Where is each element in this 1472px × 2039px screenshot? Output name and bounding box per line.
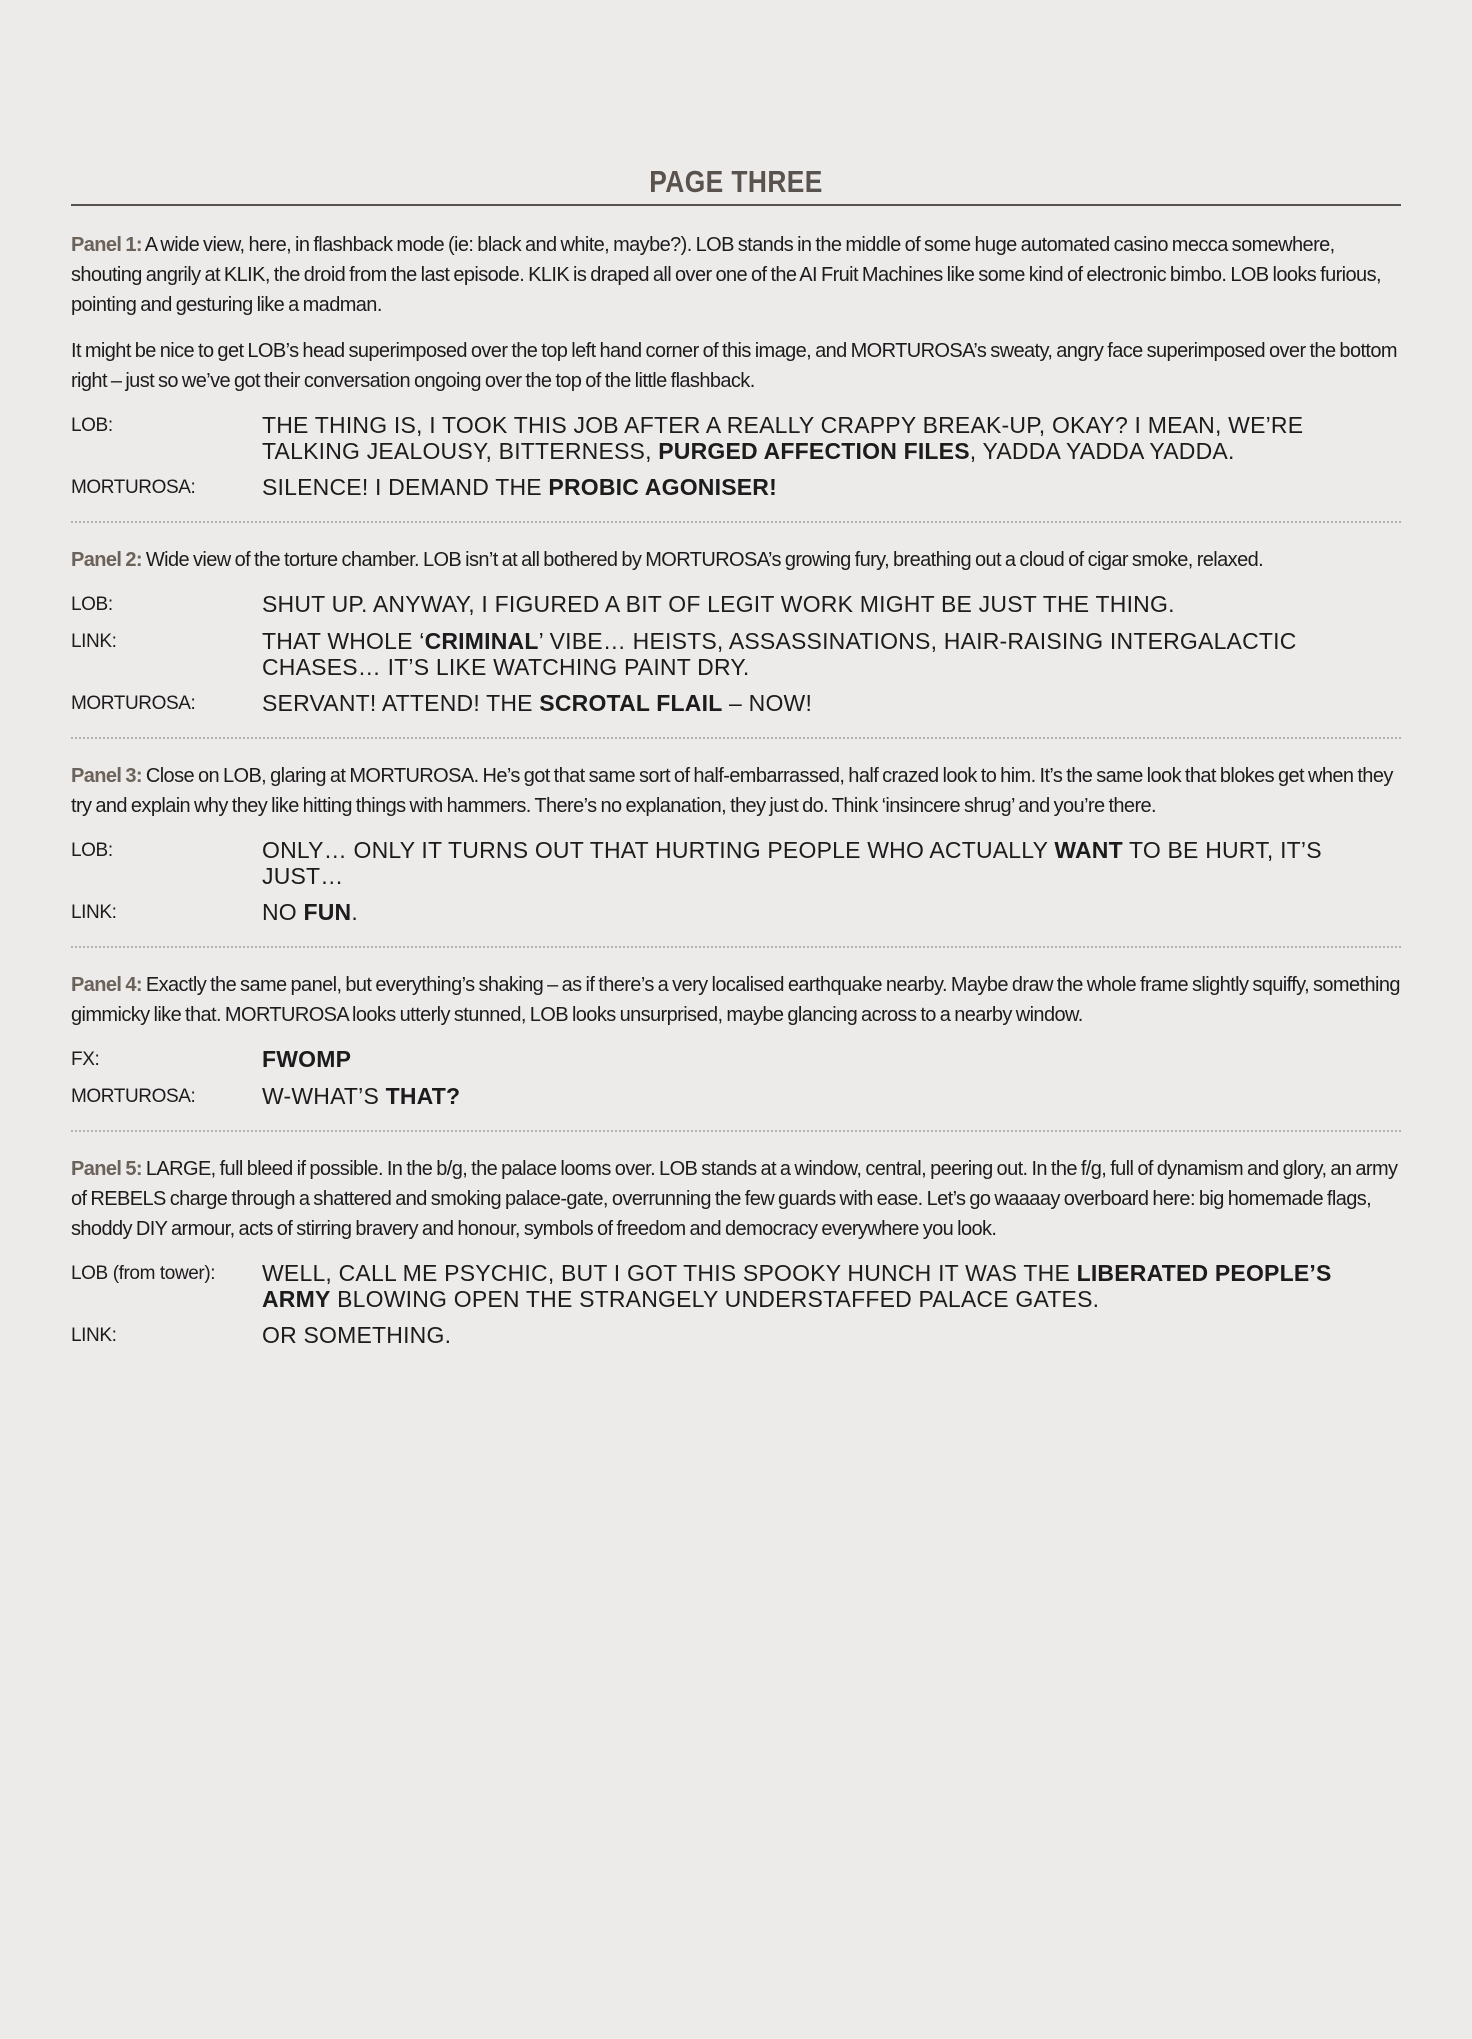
dialogue-line (71, 1083, 1401, 1110)
dialogue-text: FWOMP (262, 1046, 352, 1072)
dialogue-text: THE THING IS, I TOOK THIS JOB AFTER A REALLY CRAPPY BREAK-UP, OKAY? I MEAN, WE’RE TALKING JEALOUSY, BITTERNESS, PURGED AFFECTION FILES, YADDA YADDA YADDA. (262, 412, 1304, 464)
speaker: LINK: (71, 902, 117, 923)
dialogue-line (71, 1046, 1401, 1073)
panel-divider (71, 521, 1401, 523)
speaker: LINK: (71, 1325, 117, 1346)
panel-5 (71, 1154, 1401, 1349)
speaker: FX: (71, 1049, 100, 1070)
speaker: LOB (from tower): (71, 1263, 216, 1284)
dialogue-text: WELL, CALL ME PSYCHIC, BUT I GOT THIS SPOOKY HUNCH IT WAS THE LIBERATED PEOPLE’S ARMY BLOWING OPEN THE STRANGELY UNDERSTAFFED PALACE GATES. (262, 1260, 1332, 1312)
panel-note: It might be nice to get LOB’s head superimposed over the top left hand corner of this image, and MORTUROSA’s sweaty, angry face superimposed over the bottom right – just so we’ve got their conversation ongoing over the top of the little flashback. (71, 340, 1397, 392)
panel-description (71, 761, 1401, 821)
panel-label: Panel 1: (71, 234, 142, 256)
panel-1 (71, 230, 1401, 501)
panel-label: Panel 2: (71, 549, 142, 571)
dialogue-line (71, 628, 1401, 680)
dialogue-text: SILENCE! I DEMAND THE PROBIC AGONISER! (262, 474, 777, 500)
panel-2 (71, 545, 1401, 717)
panel-3 (71, 761, 1401, 926)
speaker: MORTUROSA: (71, 477, 196, 498)
panel-label: Panel 5: (71, 1158, 142, 1180)
panel-description (71, 230, 1401, 320)
dialogue-line (71, 690, 1401, 717)
page-title: PAGE THREE (649, 164, 823, 199)
speaker: LOB: (71, 594, 113, 615)
script-content (71, 230, 1401, 1359)
speaker: LOB: (71, 415, 113, 436)
dialogue-text: W-WHAT’S THAT? (262, 1083, 461, 1109)
dialogue-line (71, 591, 1401, 618)
speaker: LOB: (71, 840, 113, 861)
dialogue-line (71, 1260, 1401, 1312)
panel-description (71, 545, 1401, 575)
dialogue-text: OR SOMETHING. (262, 1322, 452, 1348)
panel-description (71, 1154, 1401, 1244)
panel-divider (71, 1130, 1401, 1132)
dialogue-line (71, 837, 1401, 889)
panel-description-text: Close on LOB, glaring at MORTUROSA. He’s got that same sort of half-embarrassed, half crazed look to him. It’s the same look that blokes get when they try and explain why they like hitting things with hammers. There’s no explanation, they just do. Think ‘insincere shrug’ and you’re there. (71, 765, 1393, 817)
panel-label: Panel 4: (71, 974, 142, 996)
speaker: MORTUROSA: (71, 693, 196, 714)
speaker: LINK: (71, 631, 117, 652)
dialogue-line (71, 412, 1401, 464)
dialogue-text: SHUT UP. ANYWAY, I FIGURED A BIT OF LEGIT WORK MIGHT BE JUST THE THING. (262, 591, 1175, 617)
dialogue-text: ONLY… ONLY IT TURNS OUT THAT HURTING PEOPLE WHO ACTUALLY WANT TO BE HURT, IT’S JUST… (262, 837, 1322, 889)
dialogue-line (71, 899, 1401, 926)
panel-label: Panel 3: (71, 765, 142, 787)
title-divider (71, 204, 1401, 206)
panel-description-text: LARGE, full bleed if possible. In the b/g, the palace looms over. LOB stands at a window, central, peering out. In the f/g, full of dynamism and glory, an army of REBELS charge through a shattered and smoking palace-gate, overrunning the few guards with ease. Let’s go waaaay overboard here: big homemade flags, shoddy DIY armour, acts of stirring bravery and honour, symbols of freedom and democracy everywhere you look. (71, 1158, 1398, 1240)
dialogue-text: THAT WHOLE ‘CRIMINAL’ VIBE… HEISTS, ASSASSINATIONS, HAIR-RAISING INTERGALACTIC CHASES… IT’S LIKE WATCHING PAINT DRY. (262, 628, 1297, 680)
dialogue-line (71, 474, 1401, 501)
panel-divider (71, 737, 1401, 739)
panel-description-text: A wide view, here, in flashback mode (ie: black and white, maybe?). LOB stands in the middle of some huge automated casino mecca somewhere, shouting angrily at KLIK, the droid from the last episode. KLIK is draped all over one of the AI Fruit Machines like some kind of electronic bimbo. LOB looks furious, pointing and gesturing like a madman. (71, 234, 1381, 316)
panel-divider (71, 946, 1401, 948)
dialogue-line (71, 1322, 1401, 1349)
panel-description-text: Wide view of the torture chamber. LOB isn’t at all bothered by MORTUROSA’s growing fury, breathing out a cloud of cigar smoke, relaxed. (145, 549, 1264, 571)
dialogue-text: SERVANT! ATTEND! THE SCROTAL FLAIL – NOW! (262, 690, 813, 716)
panel-4 (71, 970, 1401, 1110)
panel-description-text: Exactly the same panel, but everything’s shaking – as if there’s a very localised earthquake nearby. Maybe draw the whole frame slightly squiffy, something gimmicky like that. MORTUROSA looks utterly stunned, LOB looks unsurprised, maybe glancing across to a nearby window. (71, 974, 1400, 1026)
speaker: MORTUROSA: (71, 1086, 196, 1107)
dialogue-text: NO FUN. (262, 899, 358, 925)
panel-description (71, 970, 1401, 1030)
